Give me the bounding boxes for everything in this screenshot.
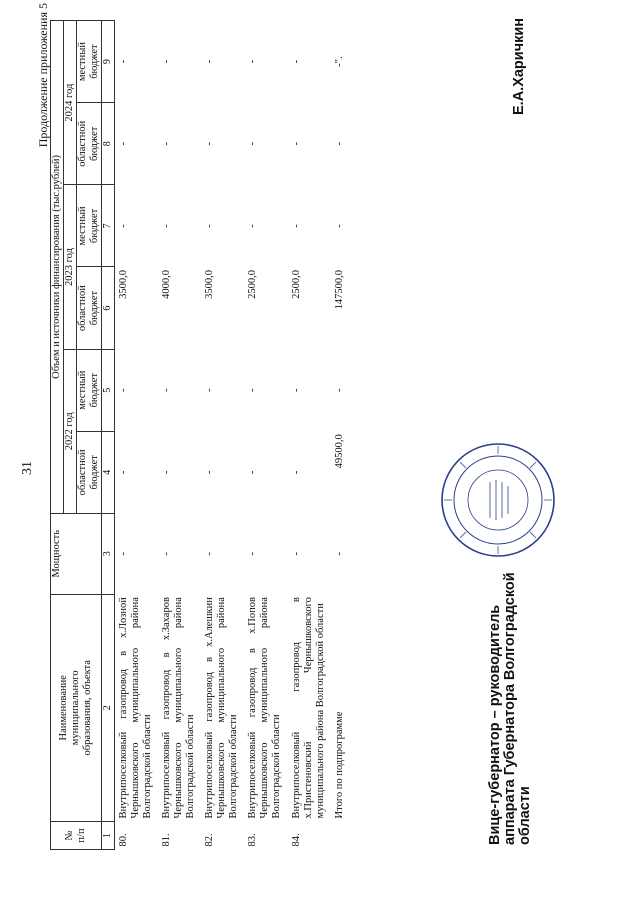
row-2023-regional: 3500,0 xyxy=(117,270,129,299)
row-2023-regional: 2500,0 xyxy=(290,270,302,299)
col-number: 7 xyxy=(102,185,115,267)
row-2024-local: - xyxy=(117,59,129,64)
table-row xyxy=(244,21,287,850)
row-2024-local: - xyxy=(160,59,172,64)
row-2023-local: - xyxy=(247,224,259,228)
row-index xyxy=(331,821,350,849)
row-object-name: Внутрипоселковый газопровод в х.Попов Чернышковского муниципального района Волгоградской области xyxy=(247,597,283,819)
header-year-2024: 2024 год xyxy=(64,21,77,185)
row-2022-local: - xyxy=(247,388,259,392)
row-2024-regional: - xyxy=(160,142,172,146)
table-row xyxy=(158,21,201,850)
header-name: Наименование муниципального образования, объекта xyxy=(51,594,102,821)
header-regional-2023: областной бюджет xyxy=(77,267,102,349)
row-2022-regional: - xyxy=(117,470,129,475)
row-2022-local: - xyxy=(333,388,345,392)
col-number: 6 xyxy=(102,267,115,349)
row-index: 83. xyxy=(247,833,259,847)
col-number: 1 xyxy=(102,821,115,849)
row-2022-regional: - xyxy=(247,470,259,475)
official-stamp-icon xyxy=(438,440,558,560)
row-index: 81. xyxy=(160,833,172,847)
row-2022-regional: - xyxy=(204,470,216,475)
row-2023-regional: 3500,0 xyxy=(204,270,216,299)
row-power: - xyxy=(204,552,216,556)
table-row-total xyxy=(331,21,350,850)
row-2023-local: - xyxy=(290,224,302,228)
row-2024-regional: - xyxy=(204,142,216,146)
col-number: 8 xyxy=(102,103,115,185)
row-2024-local: -". xyxy=(333,56,345,67)
row-power: - xyxy=(333,552,345,556)
continuation-label: Продолжение приложения 5 xyxy=(36,3,50,148)
signatory-name: Е.А.Харичкин xyxy=(511,17,527,115)
row-2024-regional: - xyxy=(247,142,259,146)
row-index: 82. xyxy=(204,833,216,847)
header-year-2022: 2022 год xyxy=(64,349,77,513)
header-funding: Объем и источники финансирования (тыс.рублей) xyxy=(51,21,64,514)
col-number: 9 xyxy=(102,21,115,103)
row-power: - xyxy=(160,552,172,556)
row-object-name: Внутрипоселковый газопровод в х.Алешкин Чернышковского муниципального района Волгоградской области xyxy=(204,597,240,819)
header-regional-2022: областной бюджет xyxy=(77,431,102,513)
row-power: - xyxy=(290,552,302,556)
signatory-title: Вице-губернатор – руководитель аппарата Губернатора Волгоградской области xyxy=(487,572,534,845)
row-2023-regional: 2500,0 xyxy=(247,270,259,299)
header-power: Мощность xyxy=(51,513,102,594)
col-number: 5 xyxy=(102,349,115,431)
row-index: 84. xyxy=(290,833,302,847)
row-2023-regional: 147500,0 xyxy=(333,270,345,310)
row-2023-regional: 4000,0 xyxy=(160,270,172,299)
row-2023-local: - xyxy=(333,224,345,228)
row-power: - xyxy=(117,552,129,556)
col-number: 3 xyxy=(102,513,115,594)
header-num: № п/п xyxy=(51,821,102,849)
row-2022-local: - xyxy=(160,388,172,392)
row-2022-local: - xyxy=(204,388,216,392)
page-number: 31 xyxy=(20,461,35,475)
row-2024-local: - xyxy=(290,59,302,64)
header-year-2023: 2023 год xyxy=(64,185,77,349)
row-2024-local: - xyxy=(247,59,259,64)
row-2023-local: - xyxy=(204,224,216,228)
header-local-2023: местный бюджет xyxy=(77,185,102,267)
row-2022-regional: 49500,0 xyxy=(333,434,345,469)
table-row xyxy=(114,21,158,850)
row-object-name: Внутрипоселковый газопровод в х.Захаров Чернышковского муниципального района Волгоградской области xyxy=(160,597,197,819)
row-2022-local: - xyxy=(117,388,129,392)
row-2022-local: - xyxy=(290,388,302,392)
row-object-name: Внутрипоселковый газопровод в х.Пристеновский Чернышковского муниципального района Волгоградской области xyxy=(290,597,326,819)
row-object-name: Итого по подпрограмме xyxy=(333,711,345,819)
row-object-name: Внутрипоселковый газопровод в х.Лозной Чернышковского муниципального района Волгоградской области xyxy=(117,597,153,819)
row-2024-regional: - xyxy=(333,142,345,146)
header-local-2024: местный бюджет xyxy=(77,21,102,103)
header-local-2022: местный бюджет xyxy=(77,349,102,431)
row-index: 80. xyxy=(117,833,129,847)
funding-table xyxy=(50,20,350,850)
col-number: 2 xyxy=(102,594,115,821)
row-2024-regional: - xyxy=(117,142,129,146)
row-2022-regional: - xyxy=(160,470,172,475)
table-row xyxy=(288,21,331,850)
row-2022-regional: - xyxy=(290,470,302,475)
table-row xyxy=(201,21,244,850)
row-2024-regional: - xyxy=(290,142,302,146)
row-power: - xyxy=(247,552,259,556)
col-number: 4 xyxy=(102,431,115,513)
row-2023-local: - xyxy=(117,224,129,228)
row-2023-local: - xyxy=(160,224,172,228)
row-2024-local: - xyxy=(204,59,216,64)
header-regional-2024: областной бюджет xyxy=(77,103,102,185)
